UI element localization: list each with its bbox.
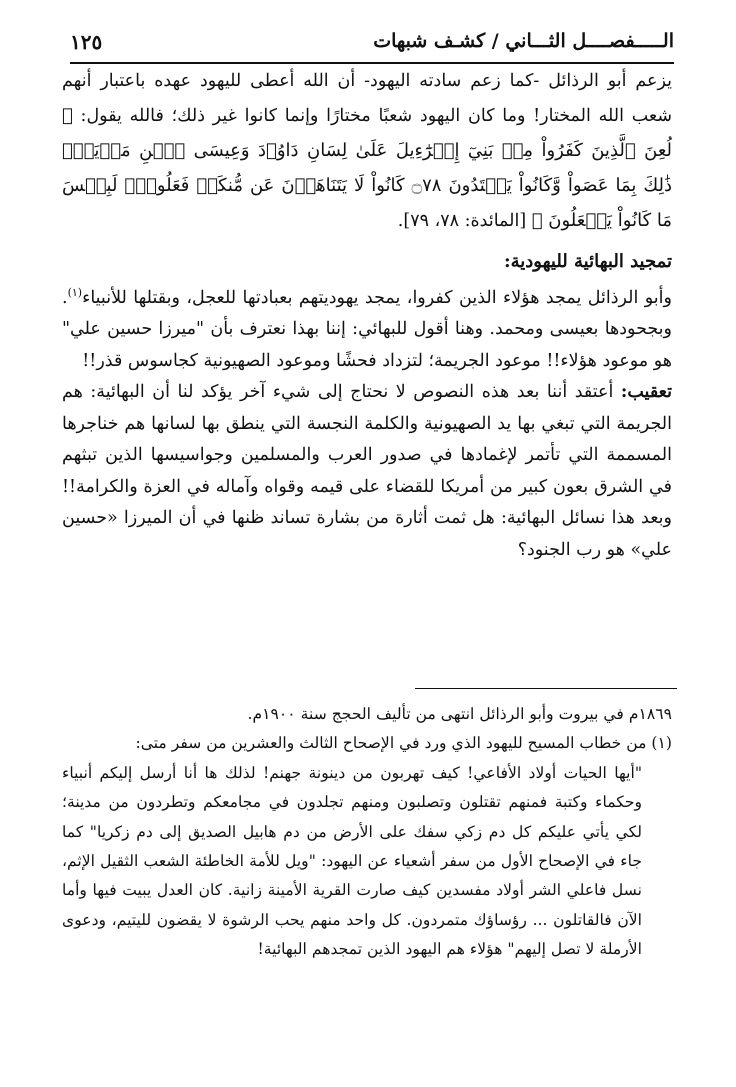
header-rule <box>70 62 674 64</box>
section-heading: تمجيد البهائية لليهودية: <box>503 250 672 272</box>
page-header <box>70 30 674 60</box>
footnotes <box>62 700 672 965</box>
paragraph-2-continued: . وبجحودها بعيسى ومحمد. وهنا أقول للبهائي: إننا بهذا نعترف بأن "ميرزا حسين علي" هو موعود هؤلاء!! موعود الجريمة؛ لتزداد فحشًا وموعود الصهيونية كجاسوس قذر!! <box>62 287 672 371</box>
footnote-separator <box>415 688 677 689</box>
footnote-1-text: من خطاب المسيح لليهود الذي ورد في الإصحاح الثالث والعشرين من سفر متى: <box>135 734 652 753</box>
comment-text: أعتقد أننا بعد هذه النصوص لا نحتاج إلى شيء آخر يؤكد لنا أن البهائية: هم الجريمة التي تبغي بها يد الصهيونية والكلمة النجسة التي ينطق بها لسانها هم خناجرها المسممة التي تأتمر لإغمادها في صدور العرب والمسلمين وجواسيسها الذين تبثهم في الشرق بعون كبير من أمريكا للقضاء على قيمه وقواه وآماله في العزة والكرامة!! وبعد هذا نسائل البهائية: هل ثمت أثارة من بشارة تساند ظنها في أن الميرزا «حسين علي» هو رب الجنود؟ <box>62 382 672 560</box>
footnote-1 <box>62 729 672 758</box>
footnote-1-quote: "أيها الحيات أولاد الأفاعي! كيف تهربون من دينونة جهنم! لذلك ها أنا أرسل إليكم أنبياء وحكماء وكتبة فمنهم تقتلون وتصلبون ومنهم تجلدون في مجامعكم وتطردون من مدينة؛ لكي يأتي عليكم كل دم زكي سفك على الأرض من دم هابيل الصديق إلى دم زكريا" كما جاء في الإصحاح الأول من سفر أشعياء عن اليهود: "ويل للأمة الخاطئة الشعب الثقيل الإثم، نسل فاعلي الشر أولاد مفسدين كيف صارت القرية الأمينة زانية. كان العدل يبيت فيها وأما الآن فالقاتلون ... رؤساؤك متمردون. كل واحد منهم يحب الرشوة لا يقضون لليتيم، ودعوى الأرملة لا تصل إليهم" هؤلاء هم اليهود الذين تمجدهم البهائية! <box>62 763 642 959</box>
paragraph-1 <box>62 66 672 238</box>
footnote-ref-1: (١) <box>67 286 83 299</box>
main-text <box>62 66 672 566</box>
quran-reference: [المائدة: ٧٨، ٧٩]. <box>397 210 527 231</box>
footnote-1-label: (١) <box>651 734 672 753</box>
quran-verse: ﴿ لُعِنَ ٱلَّذِينَ كَفَرُواْ مِنۢ بَنِيٓ إِسۡرَٰٓءِيلَ عَلَىٰ لِسَانِ دَاوُۥدَ وَعِيسَى ٱبۡنِ مَرۡيَمَۚ ذَٰلِكَ بِمَا عَصَواْ وَّكَانُواْ يَعۡتَدُونَ ۝٧٨ كَانُواْ لَا يَتَنَاهَوۡنَ عَن مُّنكَرٖ فَعَلُوهُۚ لَبِئۡسَ مَا كَانُواْ يَفۡعَلُونَ ﴾ <box>62 104 672 231</box>
paragraph-2 <box>62 277 672 377</box>
paragraph-2-text: وأبو الرذائل يمجد هؤلاء الذين كفروا، يمجد يهوديتهم بعبادتها للعجل، وبقتلها للأنبياء <box>82 287 672 308</box>
page-number: ١٢٥ <box>70 30 103 54</box>
footnote-continuation: ١٨٦٩م في بيروت وأبو الرذائل انتهى من تأليف الحجج سنة ١٩٠٠م. <box>247 705 672 723</box>
paragraph-3 <box>62 377 672 566</box>
running-title: الـــــفصــــل الثـــاني / كشـف شبهات <box>373 30 674 52</box>
comment-label: تعقيب: <box>620 382 672 403</box>
paragraph-1-text: يزعم أبو الرذائل -كما زعم سادته اليهود- أن الله أعطى لليهود عهده باعتبار أنهم شعب الله المختار! وما كان اليهود شعبًا مختارًا وإنما كانوا غير ذلك؛ فالله يقول: <box>62 71 672 126</box>
